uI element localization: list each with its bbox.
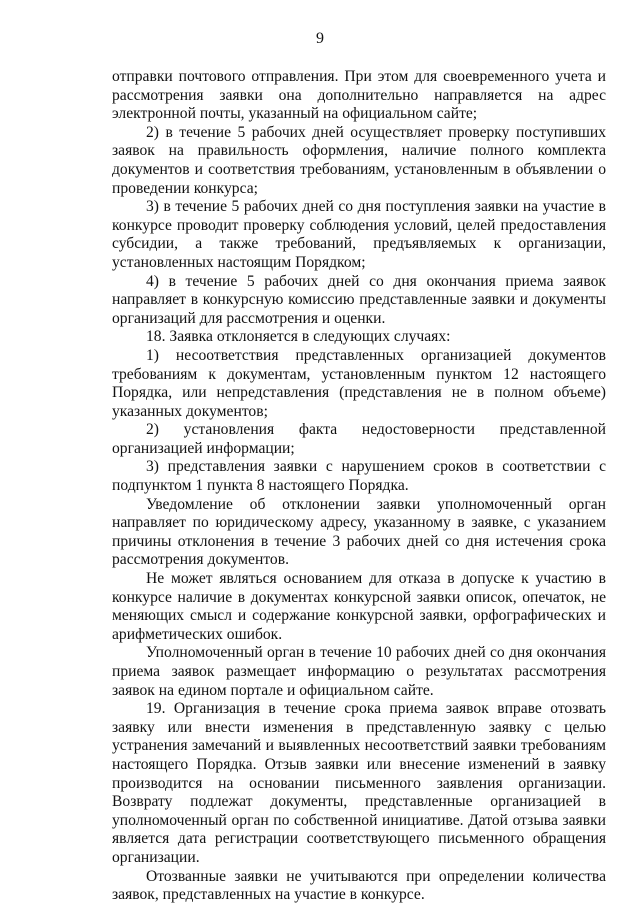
paragraph-results-publication: Уполномоченный орган в течение 10 рабочих дней со дня окончания приема заявок размещает информацию о результатах рассмотрения заявок на едином портале и официальном сайте. (112, 644, 606, 699)
paragraph-reason-1: 1) несоответствия представленных организацией документов требованиям к документам, установленным пунктом 12 настоящего Порядка, или непредставления (представления не в полном объеме) указанных документов; (112, 346, 606, 420)
document-body (112, 68, 606, 905)
paragraph-section-18: 18. Заявка отклоняется в следующих случаях: (146, 328, 451, 346)
page-number: 9 (316, 30, 324, 47)
paragraph-typo-clause: Не может являться основанием для отказа в допуске к участию в конкурсе наличие в документах конкурсной заявки описок, опечаток, не меняющих смысл и содержание конкурсной заявки, орфографических и арифметических ошибок. (112, 570, 606, 643)
paragraph-item-2: 2) в течение 5 рабочих дней осуществляет проверку поступивших заявок на правильность оформления, наличие полного комплекта документов и соответствия требованиям, установленным в объявлении о проведении конкурса; (112, 123, 606, 197)
paragraph-withdrawn-applications: Отозванные заявки не учитываются при определении количества заявок, представленных на участие в конкурсе. (112, 867, 606, 904)
paragraph-item-4: 4) в течение 5 рабочих дней со дня окончания приема заявок направляет в конкурсную комиссию представленные заявки и документы организаций для рассмотрения и оценки. (112, 272, 606, 327)
paragraph-rejection-notice: Уведомление об отклонении заявки уполномоченный орган направляет по юридическому адресу, указанному в заявке, с указанием причины отклонения в течение 3 рабочих дней со дня истечения срока рассмотрения документов. (112, 495, 606, 569)
paragraph-continuation: отправки почтового отправления. При этом для своевременного учета и рассмотрения заявки она дополнительно направляется на адрес электронной почты, указанный на официальном сайте; (112, 68, 606, 123)
paragraph-item-3: 3) в течение 5 рабочих дней со дня поступления заявки на участие в конкурсе проводит проверку соблюдения условий, целей предоставления субсидии, а также требований, предъявляемых к организации, установленных настоящим Порядком; (112, 198, 606, 271)
paragraph-section-19: 19. Организация в течение срока приема заявок вправе отозвать заявку или внести изменения в представленную заявку с целью устранения замечаний и выявленных несоответствий заявки требованиям настоящего Порядка. Отзыв заявки или внесение изменений в заявку производится на основании письменного заявления организации. Возврату подлежат документы, представленные организацией в уполномоченный орган по собственной инициативе. Датой отзыва заявки является дата регистрации соответствующего письменного обращения организации. (112, 700, 606, 866)
paragraph-reason-2: 2) установления факта недостоверности представленной организацией информации; (112, 421, 606, 457)
paragraph-reason-3: 3) представления заявки с нарушением сроков в соответствии с подпунктом 1 пункта 8 настоящего Порядка. (112, 458, 606, 495)
